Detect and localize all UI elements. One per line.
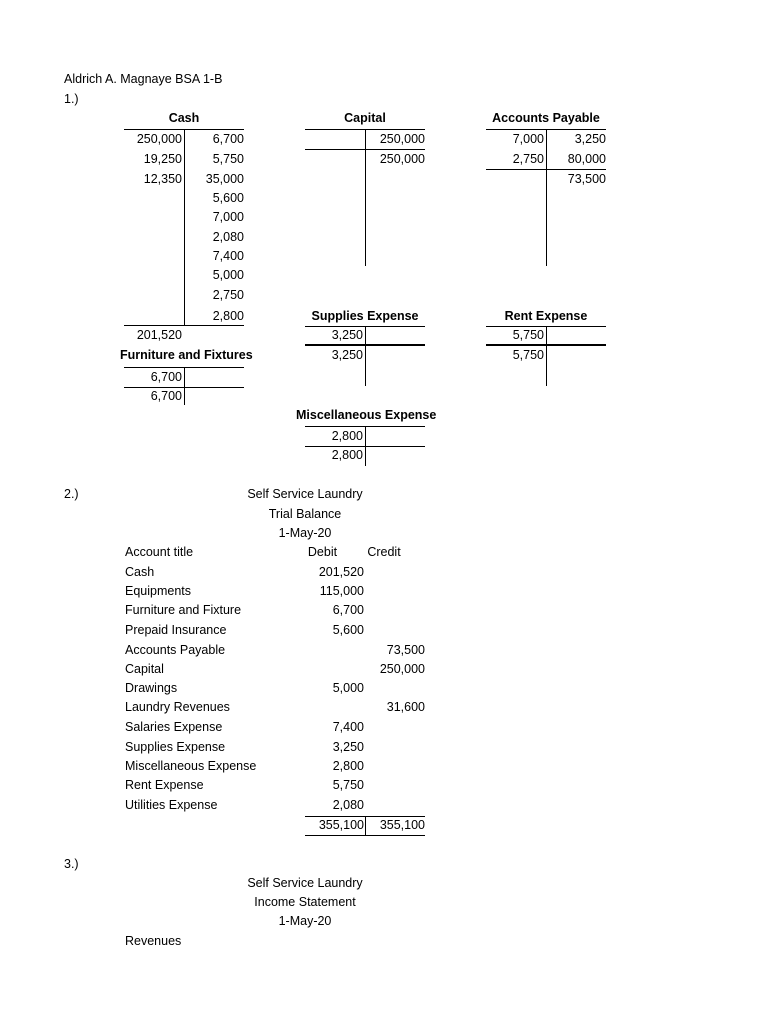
tb-debit: 6,700 [332,603,364,617]
ap-balance: 73,500 [567,172,606,186]
tb-account: Laundry Revenues [125,700,230,714]
furniture-title-text: Furniture and Fixtures [120,348,253,362]
tb-account: Utilities Expense [125,798,218,812]
tb-account: Equipments [125,584,192,598]
cash-credit: 35,000 [205,172,244,186]
cash-debit: 19,250 [143,152,182,166]
furniture-divider [184,367,185,405]
tb-credit: 73,500 [386,643,425,657]
tb-total-bottom-rule [305,835,425,836]
cash-balance-rule [124,325,244,326]
tb-debit: 2,080 [332,798,364,812]
student-name: Aldrich A. Magnaye BSA 1-B [64,72,223,86]
tb-title: Trial Balance [268,507,342,521]
tb-col-credit: Credit [367,545,401,559]
cash-credit: 5,600 [212,191,244,205]
cash-credit: 2,080 [212,230,244,244]
supplies-divider [365,326,366,386]
tb-col-account: Account title [125,545,194,559]
rent-debit: 5,750 [512,328,544,342]
supplies-debit: 3,250 [331,328,363,342]
rent-balance-rule [486,344,606,346]
question-2-label: 2.) [64,487,79,501]
rent-divider [546,326,547,386]
tb-total-credit: 355,100 [379,818,425,832]
rent-balance: 5,750 [512,348,544,362]
ap-title: Accounts Payable [492,111,600,125]
tb-account: Miscellaneous Expense [125,759,257,773]
furniture-title [120,348,253,363]
cash-credit: 5,750 [212,152,244,166]
cash-credit: 7,000 [212,210,244,224]
tb-debit: 5,750 [332,778,364,792]
tb-debit: 5,000 [332,681,364,695]
question-3-label: 3.) [64,857,79,871]
cash-divider [184,129,185,325]
furniture-balance-rule [124,387,244,388]
cash-credit: 2,800 [212,309,244,323]
supplies-balance: 3,250 [331,348,363,362]
rent-title: Rent Expense [504,309,588,323]
tb-debit: 201,520 [318,565,364,579]
tb-account: Salaries Expense [125,720,223,734]
tb-debit: 7,400 [332,720,364,734]
ap-credit: 3,250 [574,132,606,146]
ap-debit: 7,000 [512,132,544,146]
supplies-title: Supplies Expense [311,309,419,323]
tb-credit: 31,600 [386,700,425,714]
cash-credit: 5,000 [212,268,244,282]
misc-title [296,408,437,423]
tb-date: 1-May-20 [278,526,332,540]
tb-credit: 250,000 [379,662,425,676]
tb-account: Supplies Expense [125,740,226,754]
tb-account: Furniture and Fixture [125,603,242,617]
tb-account: Drawings [125,681,178,695]
tb-debit: 3,250 [332,740,364,754]
cash-title: Cash [168,111,200,125]
question-1-label: 1.) [64,92,79,106]
ap-balance-rule [486,169,606,170]
cash-credit: 7,400 [212,249,244,263]
misc-title-text: Miscellaneous Expense [296,408,437,422]
cash-credit: 6,700 [212,132,244,146]
tb-account: Prepaid Insurance [125,623,227,637]
is-revenues-label: Revenues [125,934,182,948]
ap-divider [546,129,547,266]
ap-credit: 80,000 [567,152,606,166]
supplies-balance-rule [305,344,425,346]
furniture-debit: 6,700 [150,370,182,384]
cash-balance: 201,520 [136,328,182,342]
is-company: Self Service Laundry [247,876,363,890]
capital-title: Capital [344,111,386,125]
tb-account: Accounts Payable [125,643,226,657]
capital-balance: 250,000 [379,152,425,166]
tb-debit: 2,800 [332,759,364,773]
tb-total-debit: 355,100 [318,818,364,832]
misc-balance-rule [305,446,425,447]
tb-company: Self Service Laundry [247,487,363,501]
tb-account: Capital [125,662,164,676]
cash-debit: 250,000 [136,132,182,146]
tb-account: Cash [125,565,155,579]
tb-account: Rent Expense [125,778,204,792]
misc-debit: 2,800 [331,429,363,443]
tb-col-debit: Debit [307,545,338,559]
tb-debit: 5,600 [332,623,364,637]
tb-debit: 115,000 [319,584,364,598]
is-date: 1-May-20 [278,914,332,928]
is-title: Income Statement [254,895,356,909]
ap-debit: 2,750 [512,152,544,166]
furniture-balance: 6,700 [150,389,182,403]
cash-credit: 2,750 [212,288,244,302]
cash-debit: 12,350 [143,172,182,186]
capital-credit: 250,000 [379,132,425,146]
misc-balance: 2,800 [331,448,363,462]
capital-balance-rule [305,149,425,150]
